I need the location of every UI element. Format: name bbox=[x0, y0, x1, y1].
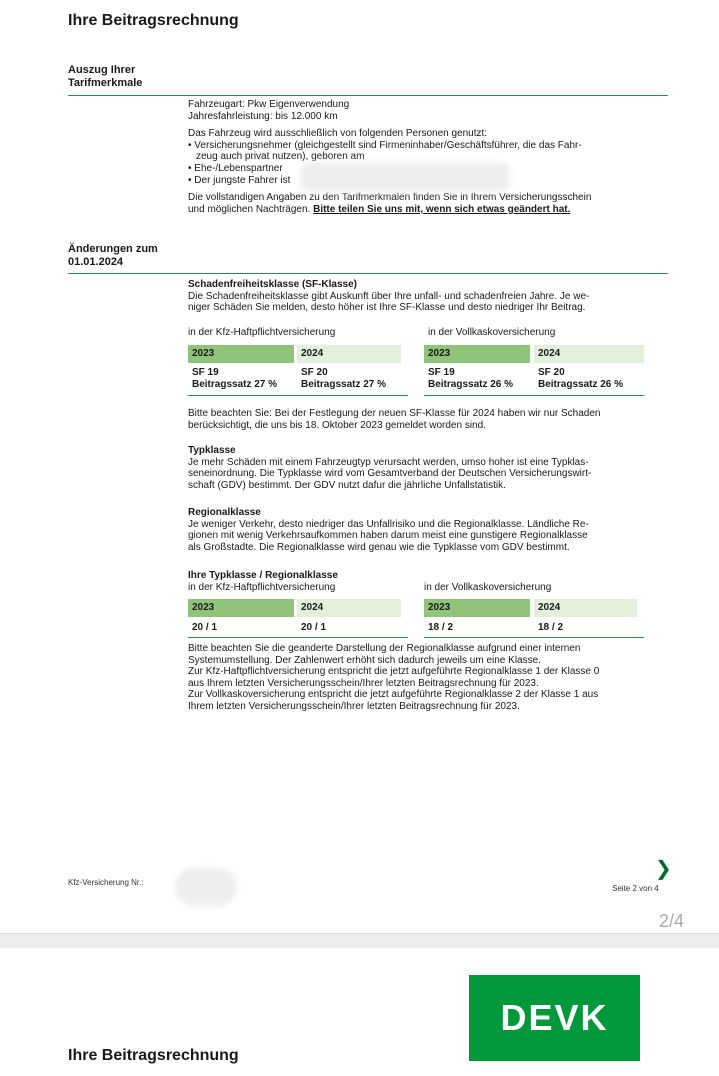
sf-class-value: SF 20 bbox=[538, 367, 565, 378]
tr-liability-year-new: 2024 bbox=[297, 599, 401, 617]
page-counter: 2/4 bbox=[659, 911, 685, 931]
sf-rate-value: Beitragssatz 27 % bbox=[192, 379, 278, 390]
sf-caption-comprehensive: in der Vollkaskoversicherung bbox=[428, 327, 556, 338]
page-info: Seite 2 von 4 bbox=[612, 884, 659, 893]
full-info-text-a: und möglichen Nachträgen. bbox=[188, 203, 311, 215]
annual-mileage: Jahresfahrleistung: bis 12.000 km bbox=[188, 110, 338, 122]
region-note-line: Zur Vollkaskoversicherung entspricht die jetzt aufgeführte Regionalklasse 2 der Klasse 1 aus bbox=[188, 689, 599, 701]
vehicle-type: Fahrzeugart: Pkw Eigenverwendung bbox=[188, 99, 350, 110]
region-text: gionen mit wenig Verkehrsaufkommen haben darum meist eine gunstigere Regionalklasse bbox=[188, 530, 588, 542]
tr-heading: Ihre Typklasse / Regionalklasse bbox=[188, 570, 338, 581]
type-text: schaft (GDV) bestimmt. Der GDV nutzt dafur die jährliche Unfallstatistik. bbox=[188, 479, 506, 491]
tr-liability-new: 20 / 1 bbox=[301, 622, 327, 633]
devk-logo: DEVK bbox=[469, 975, 640, 1061]
tr-comp-year-old: 2023 bbox=[424, 599, 530, 617]
region-note-line: Zur Kfz-Haftpflichtversicherung entspricht die jetzt aufgeführte Regionalklasse 1 der Klasse 0 bbox=[188, 666, 600, 678]
region-text: Je weniger Verkehr, desto niedriger das Unfallrisiko und die Regionalklasse. Ländliche Re- bbox=[188, 518, 589, 530]
table-underline bbox=[188, 395, 408, 396]
region-text: als Großstadte. Die Regionalklasse wird genau wie die Typklasse vom GDV bestimmt. bbox=[188, 541, 570, 553]
table-underline bbox=[424, 637, 644, 638]
region-note bbox=[188, 643, 668, 713]
section-divider bbox=[68, 95, 668, 96]
page-title: Ihre Beitragsrechnung bbox=[68, 12, 239, 29]
next-page-title: Ihre Beitragsrechnung bbox=[68, 1047, 239, 1064]
sf-liability-old bbox=[188, 367, 294, 391]
tr-caption-liability: in der Kfz-Haftpflichtversicherung bbox=[188, 581, 336, 593]
region-class-block bbox=[188, 507, 668, 553]
sf-liability-year-old: 2023 bbox=[188, 345, 294, 363]
section-label-line: Tarifmerkmale bbox=[68, 77, 143, 89]
sf-text: niger Schäden Sie melden, desto höher ist Ihre SF-Klasse und desto niedriger Ihr Beitrag. bbox=[188, 302, 586, 314]
sf-class-value: SF 19 bbox=[192, 367, 219, 378]
type-text: seneinordnung. Die Typklasse wird vom Gesamtverband der Deutschen Versicherungswirt- bbox=[188, 468, 592, 480]
region-note-line: aus Ihrem letzten Versicherungsschein/Ihrer letzten Beitragsrechnung für 2023. bbox=[188, 677, 539, 689]
tr-liability-old: 20 / 1 bbox=[192, 622, 218, 633]
bullet-partner: • Ehe-/Lebenspartner bbox=[188, 162, 283, 174]
region-note-line: Bitte beachten Sie die geanderte Darstellung der Regionalklasse aufgrund einer internen bbox=[188, 643, 581, 654]
sf-comp-new bbox=[534, 367, 644, 391]
full-info-text-cont bbox=[188, 204, 668, 216]
tr-comp-old: 18 / 2 bbox=[428, 622, 454, 633]
section-label-changes bbox=[68, 243, 178, 269]
sf-liability-year-new: 2024 bbox=[297, 345, 401, 363]
tr-comp-year-new: 2024 bbox=[534, 599, 637, 617]
type-text: Je mehr Schäden mit einem Fahrzeugtyp verursacht werden, umso hoher ist eine Typklas- bbox=[188, 456, 589, 468]
sf-note-line: berücksichtigt, die uns bis 18. Oktober 2023 gemeldet worden sind. bbox=[188, 419, 486, 431]
page-separator bbox=[0, 933, 719, 948]
table-underline bbox=[188, 637, 408, 638]
region-note-line: Ihrem letzten Versicherungsschein/Ihrer letzten Beitragsrechnung für 2023. bbox=[188, 700, 520, 712]
bullet-policyholder: • Versicherungsnehmer (gleichgestellt sind Firmeninhaber/Geschäftsführer, die das Fahr- bbox=[188, 139, 582, 151]
region-note-line: Systemumstellung. Der Zahlenwert erhöht sich dadurch jeweils um eine Klasse. bbox=[188, 654, 541, 666]
section-divider bbox=[68, 273, 668, 274]
redaction-blur bbox=[300, 162, 510, 192]
section-label-tariff bbox=[68, 64, 178, 90]
sf-rate-value: Beitragssatz 26 % bbox=[538, 379, 624, 390]
bullet-youngest-driver: • Der jungste Fahrer ist bbox=[188, 174, 291, 186]
sf-text: Die Schadenfreiheitsklasse gibt Auskunft über Ihre unfall- und schadenfreien Jahre. Je we- bbox=[188, 290, 590, 302]
bullet-policyholder-cont: zeug auch privat nutzen), geboren am bbox=[196, 151, 365, 163]
sf-comp-old bbox=[424, 367, 532, 391]
section-label-line: Änderungen zum bbox=[68, 243, 158, 255]
sf-class-block bbox=[188, 279, 668, 314]
policy-number-label: Kfz-Versicherung Nr.: bbox=[68, 878, 144, 887]
full-info-text: Die vollstandigen Angaben zu den Tarifmerkmalen finden Sie in Ihrem Versicherungsschein bbox=[188, 192, 592, 204]
sf-note bbox=[188, 408, 668, 431]
tr-heading-block bbox=[188, 570, 338, 593]
sf-comp-year-old: 2023 bbox=[424, 345, 530, 363]
section-label-line: Auszug Ihrer bbox=[68, 64, 136, 76]
section-label-line: 01.01.2024 bbox=[68, 256, 124, 268]
table-underline bbox=[424, 395, 644, 396]
users-intro: Das Fahrzeug wird ausschließlich von folgenden Personen genutzt: bbox=[188, 128, 488, 140]
redaction-blur bbox=[175, 868, 237, 906]
tariff-details bbox=[188, 99, 668, 215]
sf-rate-value: Beitragssatz 26 % bbox=[428, 379, 514, 390]
sf-class-value: SF 20 bbox=[301, 367, 328, 378]
region-heading: Regionalklasse bbox=[188, 507, 261, 518]
tr-caption-comprehensive: in der Vollkaskoversicherung bbox=[424, 582, 552, 593]
sf-note-line: Bitte beachten Sie: Bei der Festlegung der neuen SF-Klasse für 2024 haben wir nur Schaden bbox=[188, 408, 601, 419]
next-page-arrow-icon[interactable]: ❯ bbox=[655, 858, 672, 880]
type-heading: Typklasse bbox=[188, 445, 236, 456]
sf-comp-year-new: 2024 bbox=[534, 345, 644, 363]
sf-caption-liability: in der Kfz-Haftpflichtversicherung bbox=[188, 327, 336, 338]
change-notice: Bitte teilen Sie uns mit, wenn sich etwas geändert hat. bbox=[313, 203, 571, 215]
sf-rate-value: Beitragssatz 27 % bbox=[301, 379, 387, 390]
sf-liability-new bbox=[297, 367, 405, 391]
tr-comp-new: 18 / 2 bbox=[538, 622, 564, 633]
tr-liability-year-old: 2023 bbox=[188, 599, 294, 617]
sf-heading: Schadenfreiheitsklasse (SF-Klasse) bbox=[188, 279, 357, 290]
sf-class-value: SF 19 bbox=[428, 367, 455, 378]
type-class-block bbox=[188, 445, 668, 491]
